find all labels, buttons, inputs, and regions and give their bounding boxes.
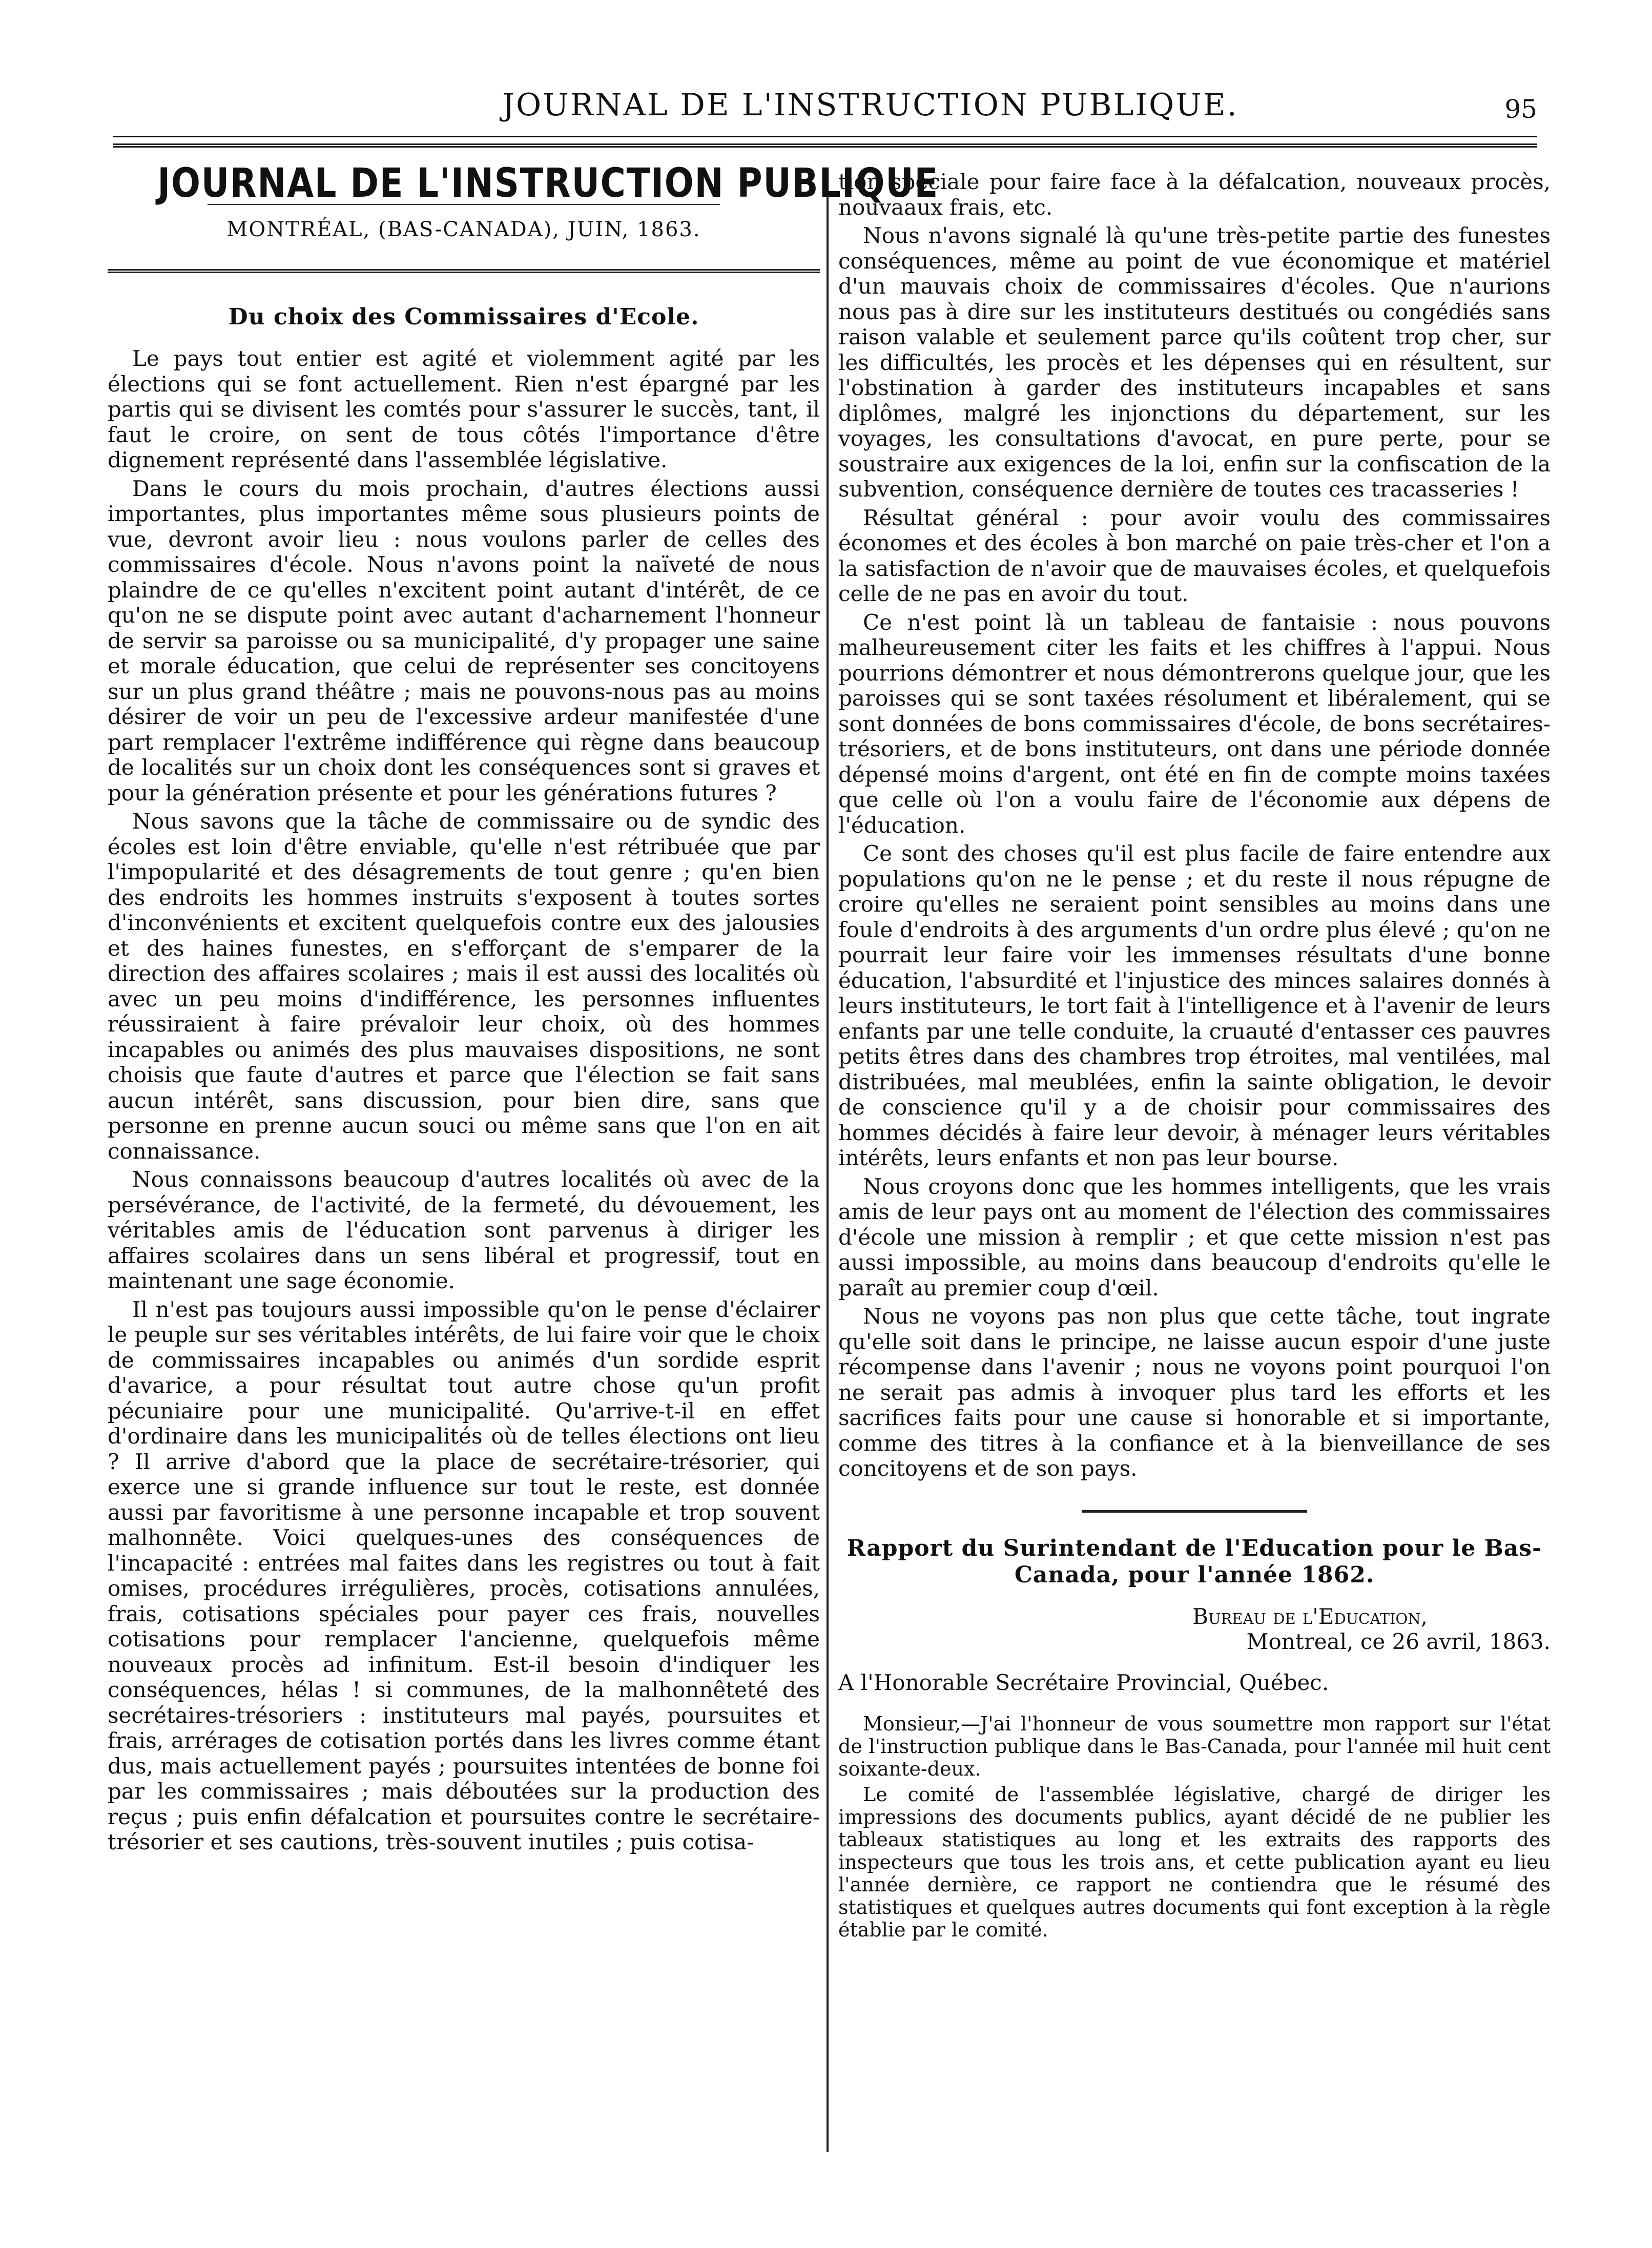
article1-paragraph: Ce n'est point là un tableau de fantaisie : nous pouvons malheureusement citer les faits et les chiffres à l'appui. Nous pourrions démontrer et nous démontrerons quelque jour, que les paroisses qui se sont taxées résolument et libéralement, qui se sont données de bons commissaires d'école, de bons secrétaires-trésoriers, et de bons instituteurs, ont dans une période donnée dépensé moins d'argent, ont été en fin de compte moins taxées que celle où l'on a voulu faire de l'économie aux dépens de l'éducation. bbox=[838, 609, 1551, 838]
article1-paragraph: Nous ne voyons pas non plus que cette tâche, tout ingrate qu'elle soit dans le principe, ne laisse aucun espoir d'une juste récompense dans l'avenir ; nous ne voyons point pourquoi l'on ne serait pas admis à invoquer plus tard les efforts et les sacrifices faits pour une cause si honorable et si importante, comme des titres à la confiance et à la bienveillance de ses concitoyens et de son pays. bbox=[838, 1304, 1551, 1481]
section-separator-rule bbox=[1082, 1510, 1307, 1513]
article2-place-date: Montreal, ce 26 avril, 1863. bbox=[1246, 1629, 1551, 1654]
masthead-double-rule bbox=[108, 269, 820, 273]
article1-paragraph: Il n'est pas toujours aussi impossible qu'on le pense d'éclairer le peuple sur ses véritables intérêts, de lui faire voir que le choix de commissaires incapables ou animés d'un sordide esprit d'avarice, a pour résultat tout autre chose qu'un profit pécuniaire pour une municipalité. Qu'arrive-t-il en effet d'ordinaire dans les municipalités où de telles élections ont lieu ? Il arrive d'abord que la place de secrétaire-trésorier, qui exerce une si grande influence sur tout le reste, est donnée aussi par favoritisme à une personne incapable et trop souvent malhonnête. Voici quelques-unes des conséquences de l'incapacité : entrées mal faites dans les registres ou tout à fait omises, procédures irrégulières, procès, cotisations annulées, frais, cotisations spéciales pour payer ces frais, nouvelles cotisations pour remplacer l'ancienne, quelquefois même nouveaux procès ad infinitum. Est-il besoin d'indiquer les conséquences, hélas ! si communes, de la malhonnêteté des secrétaires-trésoriers : instituteurs mal payés, poursuites et frais, arrérages de cotisation portés dans les livres comme étant dus, mais actuellement payés ; poursuites intentées de bonne foi par les commissaires ; mais déboutées sur la production des reçus ; puis enfin défalcation et poursuites contre le secrétaire-trésorier et ses cautions, très-souvent inutiles ; puis cotisa- bbox=[108, 1296, 820, 1854]
column-divider bbox=[827, 169, 829, 2152]
dateline: MONTRÉAL, (BAS-CANADA), JUIN, 1863. bbox=[226, 217, 701, 241]
article2-letter bbox=[838, 1713, 1551, 1941]
masthead-title: JOURNAL DE L'INSTRUCTION PUBLIQUE bbox=[157, 160, 939, 207]
article2-paragraph: Le comité de l'assemblée législative, chargé de diriger les impressions des documents publics, ayant décidé de ne publier les tableaux statistiques au long et les extraits des rapports des inspecteurs que tous les trois ans, et cette publication ayant eu lieu l'année dernière, ce rapport ne contiendra que le résumé des statistiques et quelques autres documents qui font exception à la règle établie par le comité. bbox=[838, 1783, 1551, 1941]
article1-paragraph: Résultat général : pour avoir voulu des commissaires économes et des écoles à bon marché on paie très-cher et l'on a la satisfaction de n'avoir que de mauvaises écoles, et quelquefois celle de ne pas en avoir du tout. bbox=[838, 505, 1551, 606]
article2-office: Bureau de l'Education, bbox=[1192, 1603, 1428, 1629]
running-title: JOURNAL DE L'INSTRUCTION PUBLIQUE. bbox=[502, 87, 1238, 123]
article1-paragraph: Nous n'avons signalé là qu'une très-petite partie des funestes conséquences, même au point de vue économique et matériel d'un mauvais choix de commissaires d'écoles. Que n'aurions nous pas à dire sur les instituteurs destitués ou congédiés sans raison valable et seulement parce qu'ils coûtent trop cher, sur les difficultés, les procès et les dépenses qui en résultent, sur l'obstination à garder des instituteurs incapables et sans diplômes, malgré les injonctions du département, sur les voyages, les consultations d'avocat, en pure perte, pour se soustraire aux exigences de la loi, enfin sur la confiscation de la subvention, conséquence dernière de toutes ces tracasseries ! bbox=[838, 223, 1551, 502]
article1-paragraph: Nous croyons donc que les hommes intelligents, que les vrais amis de leur pays ont au moment de l'élection des commissaires d'école une mission à remplir ; et que cette mission n'est pas aussi impossible, au moins dans beaucoup d'endroits qu'elle le paraît au premier coup d'œil. bbox=[838, 1173, 1551, 1301]
running-head bbox=[113, 77, 1537, 133]
article1-paragraph: Ce sont des choses qu'il est plus facile de faire entendre aux populations qu'on ne le pense ; et du reste il nous répugne de croire qu'elles ne seraient point sensibles au moins dans une foule d'endroits à des arguments d'un ordre plus élevé ; qu'on ne pourrait leur faire voir les immenses résultats d'une bonne éducation, l'absurdité et l'injustice des minces salaires donnés à leurs instituteurs, le tort fait à l'intelligence et à l'avenir de leurs enfants par une telle conduite, la cruauté d'entasser ces pauvres petits êtres dans des chambres trop étroites, mal ventilées, mal distribuées, mal meublées, enfin la sainte obligation, le devoir de conscience qu'il y a de choisir pour commissaires des hommes décidés à faire leur devoir, à ménager leurs véritables intérêts, leurs enfants et non pas leur bourse. bbox=[838, 841, 1551, 1170]
header-rule bbox=[113, 136, 1537, 137]
article2-paragraph: Monsieur,—J'ai l'honneur de vous soumettre mon rapport sur l'état de l'instruction publique dans le Bas-Canada, pour l'année mil huit cent soixante-deux. bbox=[838, 1713, 1551, 1780]
article2-address: A l'Honorable Secrétaire Provincial, Québec. bbox=[838, 1669, 1329, 1695]
header-double-rule bbox=[113, 143, 1537, 148]
article2-title: Rapport du Surintendant de l'Education pour le Bas-Canada, pour l'année 1862. bbox=[846, 1535, 1542, 1588]
article1-title: Du choix des Commissaires d'Ecole. bbox=[228, 304, 699, 330]
right-column bbox=[838, 169, 1551, 1944]
article1-paragraph: Nous connaissons beaucoup d'autres localités où avec de la persévérance, de l'activité, de la fermeté, du dévouement, les véritables amis de l'éducation sont parvenus à diriger les affaires scolaires dans un sens libéral et progressif, tout en maintenant une sage économie. bbox=[108, 1167, 820, 1293]
article1-paragraph: Dans le cours du mois prochain, d'autres élections aussi importantes, plus importantes même sous plusieurs points de vue, devront avoir lieu : nous voulons parler de celles des commissaires d'école. Nous n'avons point la naïveté de nous plaindre de ce qu'elles n'excitent point autant d'intérêt, de ce qu'on ne se dispute point avec autant d'acharnement l'honneur de servir sa paroisse ou sa municipalité, d'y propager une saine et morale éducation, que celui de représenter ses concitoyens sur un plus grand théâtre ; mais ne pouvons-nous pas au moins désirer de voir un peu de l'excessive ardeur manifestée d'une part remplacer l'extrême indifférence qui règne dans beaucoup de localités sur un choix dont les conséquences sont si graves et pour la génération présente et pour les générations futures ? bbox=[108, 476, 820, 806]
page-number: 95 bbox=[1504, 94, 1537, 124]
article1-paragraph: Le pays tout entier est agité et violemment agité par les élections qui se font actuellement. Rien n'est épargné par les partis qui se divisent les comtés pour s'assurer le succès, tant, il faut le croire, on sent de tous côtés l'importance d'être dignement représenté dans l'assemblée législative. bbox=[108, 346, 820, 472]
article1-continuation: tion spéciale pour faire face à la défalcation, nouveaux procès, nouvaaux frais, etc. bbox=[838, 169, 1551, 220]
left-column bbox=[108, 160, 939, 1858]
article1-paragraph: Nous savons que la tâche de commissaire ou de syndic des écoles est loin d'être enviable, qu'elle n'est rétribuée que par l'impopularité et des désagrements de tout genre ; qu'en bien des endroits les hommes instruits s'exposent à toutes sortes d'inconvénients et excitent quelquefois contre eux des jalousies et des haines funestes, en s'efforçant de s'emparer de la direction des affaires scolaires ; mais il est aussi des localités où avec un peu moins d'indifférence, les personnes influentes réussiraient à faire prévaloir leur choix, où des hommes incapables ou animés des plus mauvaises dispositions, ne sont choisis que faute d'autres et parce que l'élection se fait sans aucun intérêt, sans discussion, pour bien dire, sans que personne en prenne aucun souci ou même sans que l'on en ait connaissance. bbox=[108, 809, 820, 1164]
